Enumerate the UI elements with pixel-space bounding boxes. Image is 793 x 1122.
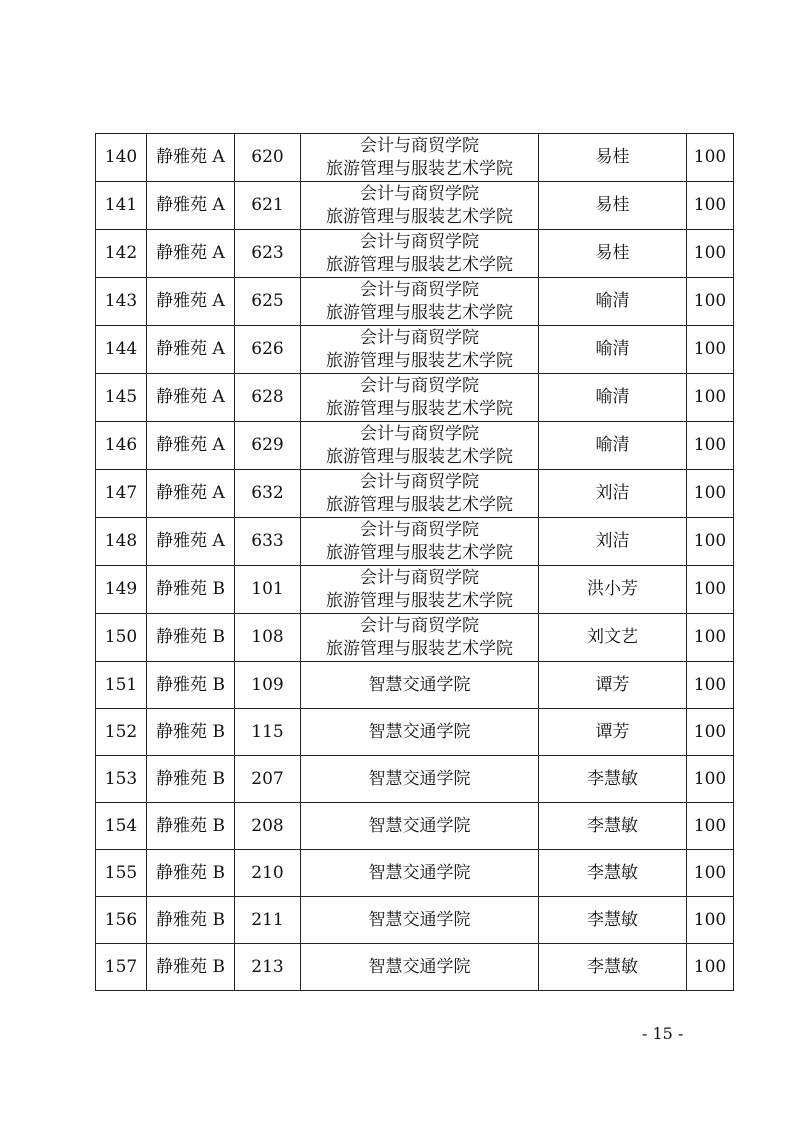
row-number-cell: 142 (96, 230, 147, 278)
table-row (96, 709, 734, 756)
row-number-cell: 156 (96, 897, 147, 944)
score-cell: 100 (687, 182, 734, 230)
college-name-line: 旅游管理与服装艺术学院 (326, 638, 513, 659)
college-cell (301, 422, 539, 470)
building-cell: 静雅苑 A (147, 422, 235, 470)
manager-name-cell: 洪小芳 (539, 566, 687, 614)
building-cell: 静雅苑 A (147, 374, 235, 422)
college-name-line: 会计与商贸学院 (360, 615, 479, 636)
table-row (96, 422, 734, 470)
college-cell (301, 614, 539, 662)
manager-name-cell: 李慧敏 (539, 803, 687, 850)
dormitory-score-table (95, 133, 734, 991)
room-number-cell: 629 (235, 422, 301, 470)
college-cell (301, 756, 539, 803)
college-cell (301, 134, 539, 182)
manager-name-cell: 李慧敏 (539, 850, 687, 897)
manager-name-cell: 谭芳 (539, 662, 687, 709)
college-name-line: 会计与商贸学院 (360, 135, 479, 156)
college-name-line: 会计与商贸学院 (360, 519, 479, 540)
row-number-cell: 143 (96, 278, 147, 326)
manager-name-cell: 李慧敏 (539, 897, 687, 944)
row-number-cell: 152 (96, 709, 147, 756)
college-name-line: 智慧交通学院 (368, 815, 471, 836)
manager-name-cell: 易桂 (539, 230, 687, 278)
college-name-line: 旅游管理与服装艺术学院 (326, 302, 513, 323)
manager-name-cell: 李慧敏 (539, 944, 687, 991)
building-cell: 静雅苑 A (147, 182, 235, 230)
table-row (96, 230, 734, 278)
score-cell: 100 (687, 850, 734, 897)
college-name-line: 智慧交通学院 (368, 909, 471, 930)
college-cell (301, 897, 539, 944)
college-name-line: 旅游管理与服装艺术学院 (326, 158, 513, 179)
room-number-cell: 207 (235, 756, 301, 803)
college-cell (301, 278, 539, 326)
room-number-cell: 623 (235, 230, 301, 278)
score-cell: 100 (687, 374, 734, 422)
room-number-cell: 628 (235, 374, 301, 422)
row-number-cell: 147 (96, 470, 147, 518)
college-name-line: 会计与商贸学院 (360, 279, 479, 300)
room-number-cell: 621 (235, 182, 301, 230)
room-number-cell: 632 (235, 470, 301, 518)
table-row (96, 518, 734, 566)
building-cell: 静雅苑 A (147, 326, 235, 374)
manager-name-cell: 喻清 (539, 326, 687, 374)
college-name-line: 旅游管理与服装艺术学院 (326, 254, 513, 275)
table-row (96, 803, 734, 850)
row-number-cell: 144 (96, 326, 147, 374)
manager-name-cell: 喻清 (539, 422, 687, 470)
college-name-line: 会计与商贸学院 (360, 183, 479, 204)
table-row (96, 944, 734, 991)
row-number-cell: 155 (96, 850, 147, 897)
college-cell (301, 944, 539, 991)
room-number-cell: 208 (235, 803, 301, 850)
college-name-line: 会计与商贸学院 (360, 327, 479, 348)
score-cell: 100 (687, 230, 734, 278)
college-cell (301, 470, 539, 518)
college-name-line: 旅游管理与服装艺术学院 (326, 494, 513, 515)
table-row (96, 470, 734, 518)
table-row (96, 756, 734, 803)
room-number-cell: 115 (235, 709, 301, 756)
room-number-cell: 633 (235, 518, 301, 566)
score-cell: 100 (687, 709, 734, 756)
row-number-cell: 148 (96, 518, 147, 566)
room-number-cell: 213 (235, 944, 301, 991)
college-name-line: 会计与商贸学院 (360, 471, 479, 492)
college-name-line: 旅游管理与服装艺术学院 (326, 446, 513, 467)
building-cell: 静雅苑 A (147, 470, 235, 518)
college-name-line: 旅游管理与服装艺术学院 (326, 590, 513, 611)
row-number-cell: 149 (96, 566, 147, 614)
score-cell: 100 (687, 756, 734, 803)
room-number-cell: 109 (235, 662, 301, 709)
building-cell: 静雅苑 B (147, 944, 235, 991)
college-cell (301, 803, 539, 850)
manager-name-cell: 李慧敏 (539, 756, 687, 803)
row-number-cell: 145 (96, 374, 147, 422)
building-cell: 静雅苑 B (147, 566, 235, 614)
college-name-line: 智慧交通学院 (368, 862, 471, 883)
college-name-line: 智慧交通学院 (368, 674, 471, 695)
building-cell: 静雅苑 A (147, 134, 235, 182)
row-number-cell: 140 (96, 134, 147, 182)
manager-name-cell: 刘洁 (539, 470, 687, 518)
building-cell: 静雅苑 B (147, 662, 235, 709)
table-row (96, 326, 734, 374)
room-number-cell: 108 (235, 614, 301, 662)
table-row (96, 662, 734, 709)
score-cell: 100 (687, 944, 734, 991)
score-cell: 100 (687, 803, 734, 850)
row-number-cell: 153 (96, 756, 147, 803)
building-cell: 静雅苑 B (147, 897, 235, 944)
building-cell: 静雅苑 B (147, 850, 235, 897)
college-name-line: 旅游管理与服装艺术学院 (326, 206, 513, 227)
building-cell: 静雅苑 B (147, 756, 235, 803)
room-number-cell: 210 (235, 850, 301, 897)
manager-name-cell: 刘文艺 (539, 614, 687, 662)
page-number: - 15 - (642, 1024, 684, 1043)
college-cell (301, 230, 539, 278)
score-cell: 100 (687, 518, 734, 566)
college-name-line: 旅游管理与服装艺术学院 (326, 542, 513, 563)
college-cell (301, 662, 539, 709)
score-cell: 100 (687, 566, 734, 614)
manager-name-cell: 刘洁 (539, 518, 687, 566)
table-row (96, 278, 734, 326)
table-row (96, 182, 734, 230)
college-name-line: 会计与商贸学院 (360, 375, 479, 396)
row-number-cell: 146 (96, 422, 147, 470)
manager-name-cell: 易桂 (539, 134, 687, 182)
score-cell: 100 (687, 470, 734, 518)
college-cell (301, 182, 539, 230)
score-cell: 100 (687, 134, 734, 182)
table-body (96, 134, 734, 991)
table-row (96, 850, 734, 897)
college-name-line: 旅游管理与服装艺术学院 (326, 350, 513, 371)
table-row (96, 566, 734, 614)
row-number-cell: 150 (96, 614, 147, 662)
row-number-cell: 151 (96, 662, 147, 709)
building-cell: 静雅苑 A (147, 278, 235, 326)
score-cell: 100 (687, 278, 734, 326)
building-cell: 静雅苑 B (147, 803, 235, 850)
score-cell: 100 (687, 326, 734, 374)
college-name-line: 智慧交通学院 (368, 768, 471, 789)
college-name-line: 智慧交通学院 (368, 956, 471, 977)
manager-name-cell: 喻清 (539, 278, 687, 326)
college-cell (301, 709, 539, 756)
college-cell (301, 518, 539, 566)
manager-name-cell: 谭芳 (539, 709, 687, 756)
college-name-line: 会计与商贸学院 (360, 567, 479, 588)
manager-name-cell: 易桂 (539, 182, 687, 230)
building-cell: 静雅苑 A (147, 518, 235, 566)
college-name-line: 旅游管理与服装艺术学院 (326, 398, 513, 419)
row-number-cell: 154 (96, 803, 147, 850)
score-cell: 100 (687, 662, 734, 709)
college-name-line: 智慧交通学院 (368, 721, 471, 742)
row-number-cell: 157 (96, 944, 147, 991)
score-cell: 100 (687, 614, 734, 662)
score-cell: 100 (687, 897, 734, 944)
room-number-cell: 101 (235, 566, 301, 614)
room-number-cell: 620 (235, 134, 301, 182)
college-cell (301, 850, 539, 897)
college-name-line: 会计与商贸学院 (360, 231, 479, 252)
building-cell: 静雅苑 B (147, 614, 235, 662)
room-number-cell: 625 (235, 278, 301, 326)
college-name-line: 会计与商贸学院 (360, 423, 479, 444)
building-cell: 静雅苑 A (147, 230, 235, 278)
room-number-cell: 626 (235, 326, 301, 374)
college-cell (301, 326, 539, 374)
manager-name-cell: 喻清 (539, 374, 687, 422)
table-row (96, 614, 734, 662)
college-cell (301, 566, 539, 614)
college-cell (301, 374, 539, 422)
table-row (96, 374, 734, 422)
table-row (96, 134, 734, 182)
room-number-cell: 211 (235, 897, 301, 944)
score-cell: 100 (687, 422, 734, 470)
building-cell: 静雅苑 B (147, 709, 235, 756)
row-number-cell: 141 (96, 182, 147, 230)
table-row (96, 897, 734, 944)
